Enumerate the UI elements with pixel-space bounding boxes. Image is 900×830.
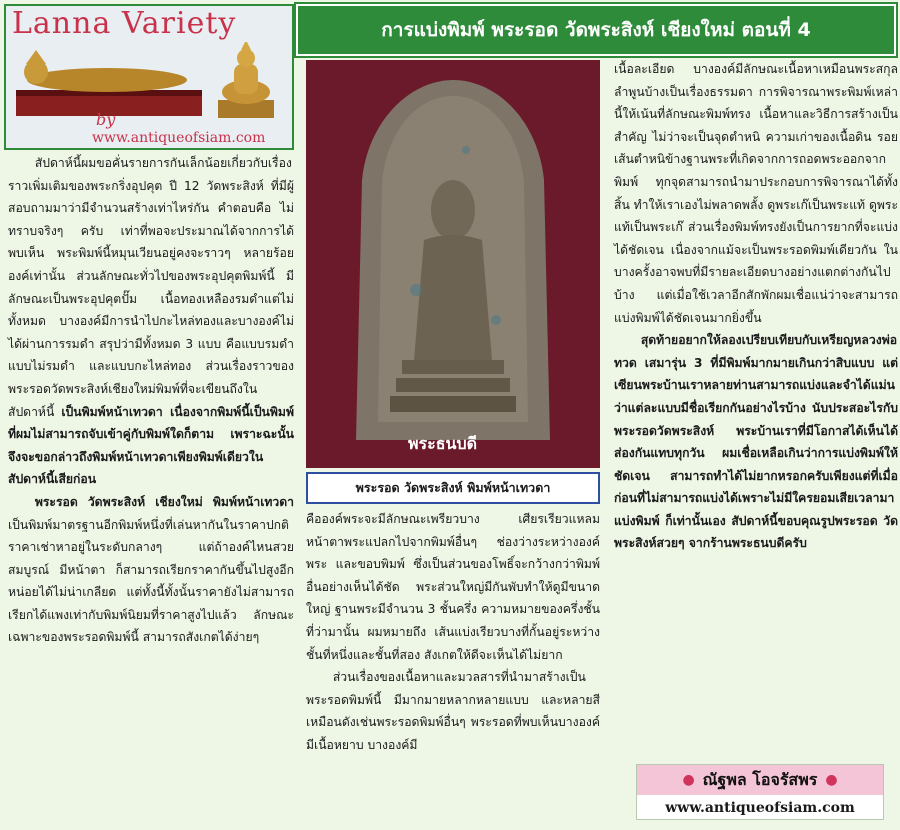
logo-by-text: by bbox=[96, 110, 116, 129]
author-box bbox=[636, 764, 884, 820]
logo-box bbox=[4, 4, 294, 150]
paragraph-text: สัปดาห์นี้ผมขอคั่นรายการกันเล็กน้อยเกี่ยวกับเรื่องราวเพิ่มเติมของพระกริ่งอุปคุต ปี 12 วัดพระสิงห์ ที่มีผู้สอบถามมาว่ามีจำนวนสร้างเท่าไหร่กัน คำตอบคือ ไม่ทราบจริงๆ ครับ เท่าที่พอจะประมาณได้จากการได้พบเห็น พระพิมพ์นี้หมุนเวียนอยู่คงจะราวๆ หลายร้อยองค์เท่านั้น ส่วนลักษณะทั่วไปของพระอุปคุตพิมพ์นี้ มีลักษณะเป็นพระอุปคุตปั๊ม เนื้อทองเหลืองรมดำแต่ไม่ทั้งหมด บางองค์มีการนำไปกะไหล่ทองและบางองค์ไม่ได้ผ่านการรมดำ สรุปว่ามีทั้งหมด 3 แบบ คือแบบรมดำ แบบไม่รมดำ และแบบกะไหล่ทอง ส่วนเรื่องราวของพระรอดวัดพระสิงห์เชียงใหม่พิมพ์ที่จะเขียนถึงในสัปดาห์นี้ bbox=[8, 156, 294, 419]
amulet-photo bbox=[306, 60, 600, 468]
paragraph-text: เป็นพิมพ์มาตรฐานอีกพิมพ์หนึ่งที่เล่นหากันในราคาปกติ ราคาเช่าหาอยู่ในระดับกลางๆ แต่ถ้าองค์ไหนสวยสมบูรณ์ มีหน้าตา ก็สามารถเรียกราคากันขึ้นไปสูงอีกหน่อยได้ไม่น่าเกลียด แต่ทั้งนี้ทั้งนั้นราคายังไม่สามารถเรียกได้แพงเท่ากับพิมพ์นิยมที่ราคาสูงไปแล้ว ลักษณะเฉพาะของพระรอดพิมพ์นี้ สามารถสังเกตได้ง่ายๆ bbox=[8, 517, 294, 645]
photo-overlay-label: พระธนบดี bbox=[408, 434, 477, 453]
headline: การแบ่งพิมพ์ พระรอด วัดพระสิงห์ เชียงใหม่ ตอนที่ 4 bbox=[296, 4, 896, 56]
column-middle bbox=[306, 508, 600, 824]
paragraph-bold-text: พระรอด วัดพระสิงห์ เชียงใหม่ พิมพ์หน้าเทวดา bbox=[34, 494, 294, 509]
author-name: ณัฐพล โอจรัสพร bbox=[702, 769, 818, 789]
photo-caption: พระรอด วัดพระสิงห์ พิมพ์หน้าเทวดา bbox=[306, 472, 600, 504]
paragraph-bold-text: สุดท้ายอยากให้ลองเปรียบเทียบกับเหรียญหลวงพ่อทวด เสมารุ่น 3 ที่มีพิมพ์มากมายเกินกว่าสิบแบบ แต่เซียนพระบ้านเราหลายท่านสามารถแบ่งและจำได้แม่นว่าแต่ละแบบมีชื่อเรียกกันอย่างไรบ้าง นับประสอะไรกับพระรอดวัดพระสิงห์ พระบ้านเราที่มีโอกาสได้เห็นได้ส่องกันแทบทุกวัน ผมเชื่อเหลือเกินว่าการแบ่งพิมพ์ให้ชัดเจน สามารถทำได้ไม่ยากหรอกครับเพียงแต่ที่เมื่อก่อนที่ไม่สามารถแบ่งได้เพราะไม่มีใครยอมเสียเวลามาแบ่งพิมพ์ ก็เท่านั้นเอง สัปดาห์นี้ขอบคุณรูปพระรอด วัดพระสิงห์สวยๆ จากร้านพระธนบดีครับ bbox=[614, 333, 898, 551]
paragraph: เนื้อละเอียด บางองค์มีลักษณะเนื้อหาเหมือนพระสกุลลำพูนบ้างเป็นเรื่องธรรมดา การพิจารณาพระพิมพ์เหล่านี้ให้เน้นที่ลักษณะพิมพ์ทรง เนื้อหาและวิธีการสร้างเป็นสำคัญ ไม่ว่าจะเป็นจุดตำหนิ ความเก่าของเนื้อดิน รอยเส้นตำหนิข้างฐานพระที่เกิดจากการถอดพระออกจากพิมพ์ ทุกจุดสามารถนำมาประกอบการพิจารณาได้ทั้งสิ้น ทำให้เราเองไม่พลาดพลั้ง ดูพระเก๊เป็นพระแท้ ดูพระแท้เป็นพระเก๊ ส่วนเรื่องพิมพ์ทรงยังเป็นการยากที่จะแบ่งได้ชัดเจน เนื่องจากแม้จะเป็นพระรอดพิมพ์เดียวกัน ในบางครั้งอาจพบที่มีรายละเอียดบางอย่างแตกต่างกันไปบ้าง แต่เมื่อใช้เวลาอีกสักพักผมเชื่อแน่ว่าจะสามารถแบ่งพิมพ์ได้ชัดเจนมากยิ่งขึ้น bbox=[614, 62, 898, 325]
column-right bbox=[614, 58, 898, 668]
paragraph-bold-text: เป็นพิมพ์หน้าเทวดา เนื่องจากพิมพ์นี้เป็นพิมพ์ที่ผมไม่สามารถจับเข้าคู่กับพิมพ์ใดก็ตาม เพราะฉะนั้นจึงจะขอกล่าวถึงพิมพ์หน้าเทวดาเพียงพิมพ์เดียวในสัปดาห์นี้เสียก่อน bbox=[8, 404, 294, 487]
logo-title: Lanna Variety bbox=[12, 6, 237, 41]
paragraph bbox=[8, 152, 294, 491]
amulet-image bbox=[306, 60, 600, 468]
paragraph: ส่วนเรื่องของเนื้อหาและมวลสารที่นำมาสร้างเป็นพระรอดพิมพ์นี้ มีมากมายหลากหลายแบบ และหลายสี เหมือนดังเช่นพระรอดพิมพ์อื่นๆ พระรอดที่พบเห็นบางองค์มีเนื้อหยาบ บางองค์มี bbox=[306, 670, 600, 752]
column-left bbox=[8, 152, 294, 822]
author-url[interactable]: www.antiqueofsiam.com bbox=[665, 800, 855, 816]
bullet-dot-icon: ● bbox=[682, 772, 695, 788]
buddha-statues-illustration bbox=[12, 42, 282, 122]
logo-url[interactable]: www.antiqueofsiam.com bbox=[92, 130, 266, 146]
paragraph bbox=[8, 491, 294, 649]
bullet-dot-icon: ● bbox=[825, 772, 838, 788]
author-name-band bbox=[637, 765, 883, 795]
paragraph: คือองค์พระจะมีลักษณะเพรียวบาง เศียรเรียวแหลม หน้าตาพระแปลกไปจากพิมพ์อื่นๆ ช่องว่างระหว่างองค์พระ และขอบพิมพ์ ซึ่งเป็นส่วนของโพธิ์จะกว้างกว่าพิมพ์อื่นอย่างเห็นได้ชัด พระส่วนใหญ่มีกันพับทำให้ดูมีขนาดใหญ่ ฐานพระมีจำนวน 3 ชั้นครึ่ง ความหมายของครึ่งชั้นที่ว่ามานั้น ผมหมายถึง เส้นแบ่งเรียวบางที่กั้นอยู่ระหว่างชั้นที่หนึ่งและชั้นที่สอง สังเกตให้ดีจะเห็นได้ไม่ยาก bbox=[306, 512, 600, 662]
